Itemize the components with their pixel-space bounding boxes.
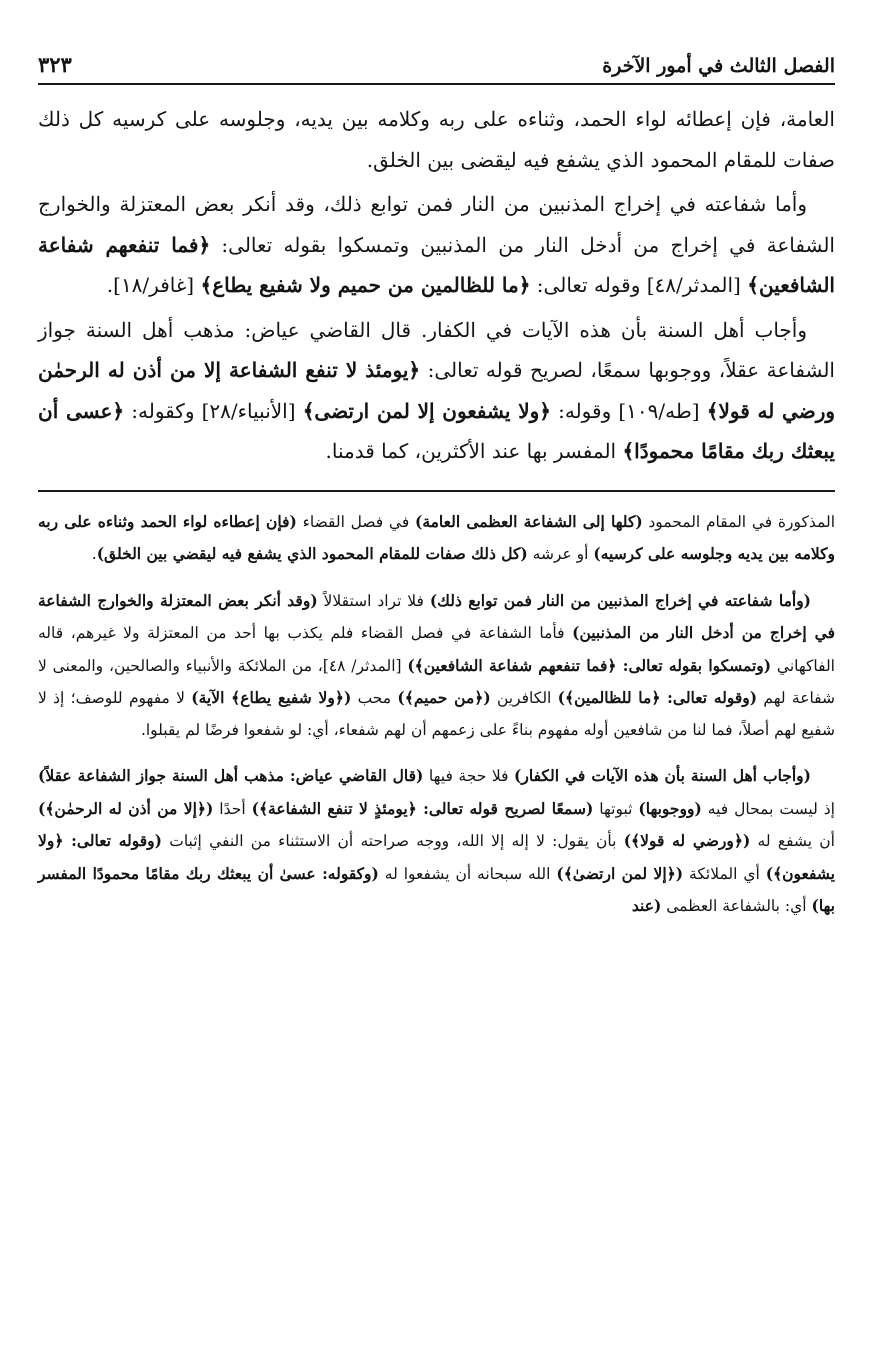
text-run: العامة، فإن إعطائه لواء الحمد، وثناءه على ربه وكلامه بين يديه، وجلوسه على كرسيه كل ذلك صفات للمقام المحمود الذي يشفع فيه ليقضى بين الخلق. [38, 107, 835, 172]
main-text [38, 99, 835, 472]
text-run: أو عرشه [527, 545, 594, 563]
running-header [38, 52, 835, 85]
text-run: الكافرين [490, 689, 558, 707]
main-paragraph [38, 310, 835, 472]
text-run: بأن يقول: لا إله إلا الله، ووجه صراحته أن الاستثناء من النفي إثبات [161, 832, 624, 850]
quoted-matn: (وقوله تعالى: ﴿ما للظالمين﴾) [557, 688, 758, 707]
quoted-matn: (كلها إلى الشفاعة العظمى العامة) [414, 511, 643, 531]
quran-verse: ﴿عسى أن يبعثك ربك مقامًا محمودًا﴾ [38, 398, 835, 463]
quoted-matn: (وتمسكوا بقوله تعالى: ﴿فما تنفعهم شفاعة الشافعين﴾) [407, 655, 772, 675]
text-run: إذ ليست بمحال فيه [701, 799, 835, 818]
quoted-matn: (سمعًا لصريح قوله تعالى: ﴿يومئذٍ لا تنفع الشفاعة﴾) [251, 798, 594, 818]
text-run: أحدًا [213, 799, 252, 818]
quoted-matn: (وقد أنكر بعض المعتزلة والخوارج الشفاعة في إخراج من أدخل النار من المذنبين) [38, 590, 835, 642]
quoted-matn: (﴿ورضي له قولا﴾) [623, 831, 751, 850]
text-run: فلا حجة فيها [423, 767, 515, 785]
quoted-matn: (وأما شفاعته في إخراج المذنبين من النار فمن توابع ذلك) [429, 590, 812, 610]
text-run: لا مفهوم للوصف؛ إذ لا شفيع لهم أصلاً، فما لنا من شافعين أوله مفهوم بناءً على زعمهم أن لهم شفعاء، أي: لو شفعوا فرضًا لم يقبلوا. [38, 689, 835, 739]
page-number: ٣٢٣ [38, 52, 72, 77]
text-run: المذكورة في المقام المحمود [642, 512, 835, 531]
quoted-matn: (قال القاضي عياض: مذهب أهل السنة جواز الشفاعة عقلاً) [38, 766, 424, 785]
quran-verse: ﴿يومئذ لا تنفع الشفاعة إلا من أذن له الرحمٰن ورضي له قولا﴾ [38, 358, 836, 423]
quran-verse: ﴿ما للظالمين من حميم ولا شفيع يطاع﴾ [200, 273, 531, 297]
quran-verse: ﴿فما تنفعهم شفاعة الشافعين﴾ [38, 232, 835, 297]
chapter-title: الفصل الثالث في أمور الآخرة [602, 55, 835, 77]
main-paragraph [38, 99, 835, 180]
quoted-matn: (وأجاب أهل السنة بأن هذه الآيات في الكفار) [514, 766, 812, 785]
text-run: محب [351, 689, 398, 707]
text-run: ثبوتها [593, 799, 639, 818]
main-paragraph [38, 184, 835, 306]
quoted-matn: (عند [631, 896, 662, 915]
commentary-text [38, 506, 835, 923]
quoted-matn: (وقوله تعالى: ﴿ولا يشفعون﴾) [38, 831, 835, 883]
text-run: [المدثر/ ٤٨]، من الملائكة والأنبياء والصالحين، والمعنى لا شفاعة لهم [38, 656, 836, 707]
text-run: [طه/١٠٩] وقوله: [550, 398, 707, 423]
section-divider [38, 490, 835, 492]
text-run: فلا تراد استقلالاً [317, 591, 430, 610]
commentary-paragraph [38, 506, 835, 571]
quoted-matn: (﴿ولا شفيع يطاع﴾ الآية) [191, 688, 352, 707]
text-run: [المدثر/٤٨] وقوله تعالى: [530, 273, 748, 297]
quoted-matn: (﴿إلا لمن ارتضىٰ﴾) [556, 863, 684, 883]
quoted-matn: (﴿من حميم﴾) [397, 688, 491, 707]
commentary-paragraph [38, 760, 835, 923]
text-run: المفسر بها عند الأكثرين، كما قدمنا. [325, 439, 623, 463]
text-run: وأجاب أهل السنة بأن هذه الآيات في الكفار. قال القاضي عياض: مذهب أهل السنة جواز الشفاعة عقلاً، ووجوبها سمعًا، لصريح قوله تعالى: [38, 317, 835, 382]
quoted-matn: (وكقوله: عسىٰ أن يبعثك ربك مقامًا محمودًا المفسر بها) [38, 863, 835, 915]
text-run: وأما شفاعته في إخراج المذنبين من النار فمن توابع ذلك، وقد أنكر بعض المعتزلة والخوارج الشفاعة في إخراج من أدخل النار من المذنبين وتمسكوا بقوله تعالى: [38, 192, 835, 257]
text-run: أي الملائكة [683, 864, 766, 883]
text-run: [غافر/١٨]. [106, 273, 201, 297]
text-run: أن يشفع له [750, 832, 835, 850]
text-run: في فصل القضاء [296, 512, 415, 531]
quoted-matn: (ووجوبها) [638, 798, 702, 818]
quoted-matn: (﴿إلا من أذن له الرحمٰن﴾) [38, 798, 214, 818]
book-page [38, 52, 835, 937]
text-run: فأما الشفاعة في فصل القضاء فلم يكذب بها أحد من المعتزلة ولا غيرهم، قاله الفاكهاني [38, 624, 835, 675]
text-run: الله سبحانه أن يشفعوا له [378, 864, 557, 883]
text-run: [الأنبياء/٢٨] وكقوله: [124, 398, 303, 423]
commentary-paragraph [38, 585, 835, 747]
quoted-matn: (فإن إعطاءه لواء الحمد وثناءه على ربه وكلامه بين يديه وجلوسه على كرسيه) [38, 511, 835, 563]
quoted-matn: (كل ذلك صفات للمقام المحمود الذي يشفع فيه ليقضي بين الخلق) [96, 544, 528, 563]
quran-verse: ﴿ولا يشفعون إلا لمن ارتضى﴾ [302, 398, 551, 423]
text-run: . [91, 545, 97, 563]
text-run: أي: بالشفاعة العظمى [661, 897, 812, 915]
